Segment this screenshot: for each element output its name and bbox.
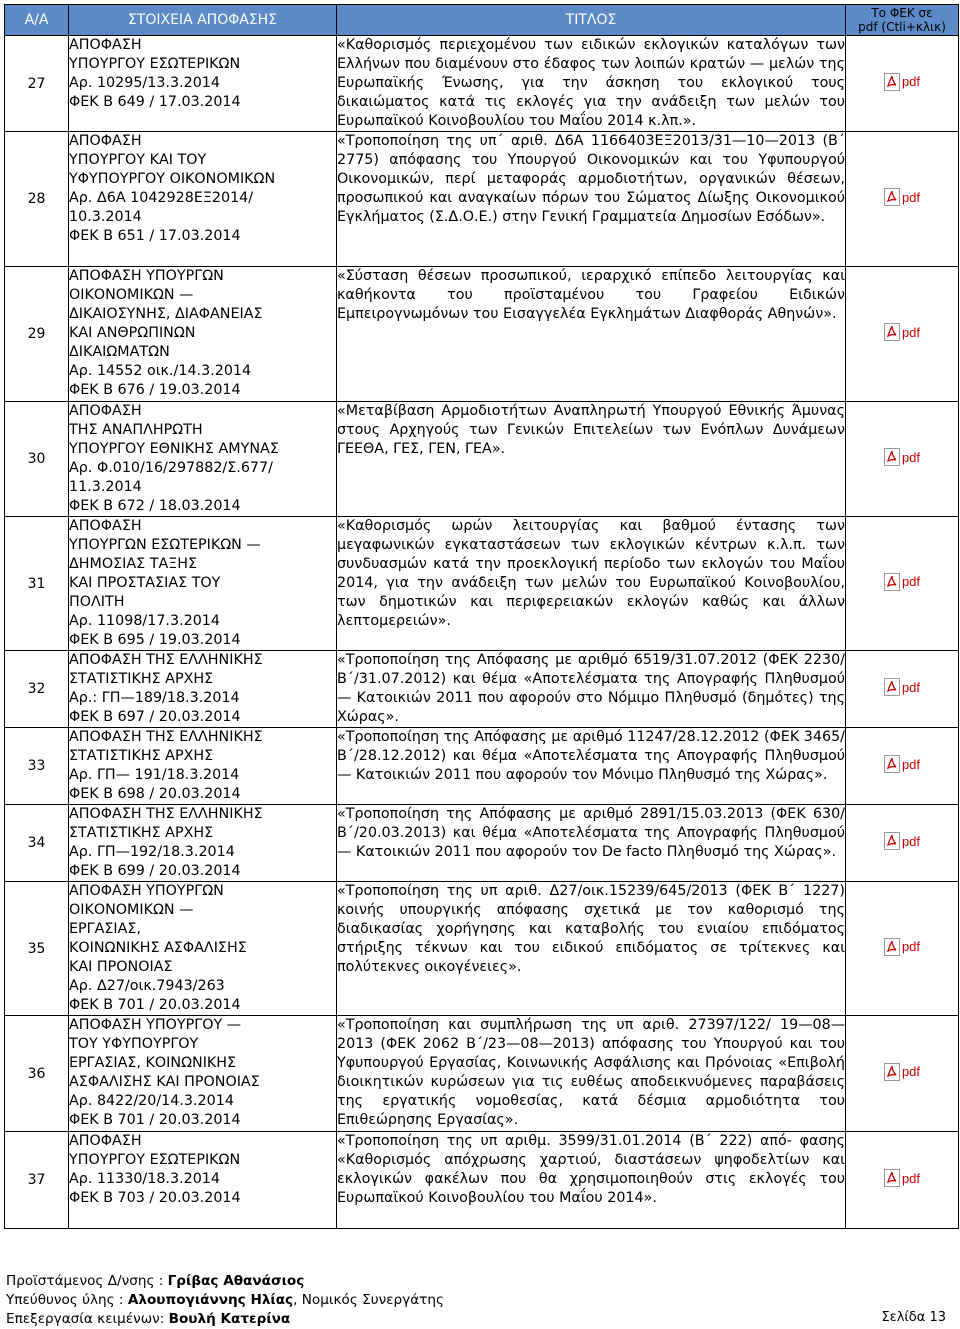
decision-line: ΣΤΑΤΙΣΤΙΚΗΣ ΑΡΧΗΣ <box>69 825 214 841</box>
pdf-icon <box>884 573 900 591</box>
decision-line: ΣΤΑΤΙΣΤΙΚΗΣ ΑΡΧΗΣ <box>69 748 214 764</box>
row-number: 27 <box>5 36 69 132</box>
pdf-label: pdf <box>901 189 921 205</box>
row-number: 29 <box>5 267 69 402</box>
decision-line: Αρ. 11098/17.3.2014 <box>69 613 221 629</box>
decision-line: ΑΠΟΦΑΣΗ <box>69 1133 142 1149</box>
decision-line: ΑΠΟΦΑΣΗ ΤΗΣ ΕΛΛΗΝΙΚΗΣ <box>69 729 263 745</box>
footer-director <box>6 1272 946 1291</box>
table-row <box>5 36 959 132</box>
pdf-label: pdf <box>901 449 921 465</box>
decision-line: ΚΑΙ ΠΡΟΝΟΙΑΣ <box>69 959 173 975</box>
footer <box>6 1272 946 1329</box>
decision-details <box>69 728 337 805</box>
decision-details <box>69 517 337 651</box>
decision-line: ΑΠΟΦΑΣΗ ΥΠΟΥΡΓΟΥ — <box>69 1017 242 1033</box>
decision-line: ΣΤΑΤΙΣΤΙΚΗΣ ΑΡΧΗΣ <box>69 671 214 687</box>
decision-details <box>69 1016 337 1132</box>
decision-line: ΦΕΚ Β 672 / 18.03.2014 <box>69 498 241 514</box>
pdf-cell <box>846 1132 959 1229</box>
decision-line: Αρ. Δ6Α 1042928ΕΞ2014/ <box>69 190 254 206</box>
decision-title: «Τροποποίηση της υπ αριθ. Δ27/οικ.15239/645/2013 (ΦΕΚ Β΄ 1227) κοινής υπουργικής απόφασης σχετικά με τον καθορισμό της διαδικασίας χορήγησης και καταβολής του ενιαίου επιδόματος στήριξης τέκνων και του ειδικού επιδόματος σε τρίτεκνες και πολύτεκνες οικογένειες». <box>337 882 846 1016</box>
decision-details <box>69 132 337 267</box>
decision-line: ΦΕΚ Β 701 / 20.03.2014 <box>69 1112 241 1128</box>
decisions-table <box>4 4 959 1229</box>
decision-line: ΑΠΟΦΑΣΗ ΤΗΣ ΕΛΛΗΝΙΚΗΣ <box>69 652 263 668</box>
pdf-label: pdf <box>901 1064 921 1079</box>
decision-line: ΥΠΟΥΡΓΟΥ ΚΑΙ ΤΟΥ <box>69 152 207 168</box>
decision-line: ΥΠΟΥΡΓΟΥ ΕΣΩΤΕΡΙΚΩΝ <box>69 1152 241 1168</box>
decision-line: ΤΟΥ ΥΦΥΠΟΥΡΓΟΥ <box>69 1036 199 1052</box>
row-number: 35 <box>5 882 69 1016</box>
decision-line: Αρ. 10295/13.3.2014 <box>69 75 221 91</box>
pdf-label: pdf <box>901 574 921 589</box>
pdf-link[interactable] <box>884 755 920 773</box>
row-number: 33 <box>5 728 69 805</box>
pdf-label: pdf <box>901 324 921 340</box>
table-row <box>5 728 959 805</box>
decision-line: ΦΕΚ Β 703 / 20.03.2014 <box>69 1190 241 1206</box>
table-row <box>5 1016 959 1132</box>
pdf-label: pdf <box>901 679 921 695</box>
table-header-row <box>5 5 959 36</box>
decision-line: ΑΠΟΦΑΣΗ <box>69 37 142 53</box>
pdf-cell <box>846 805 959 882</box>
decision-title: «Τροποποίηση της υπ αριθμ. 3599/31.01.2014 (Β΄ 222) από- φασης «Καθορισμός απόχρωσης χαρτιού, διαστάσεων ψηφοδελτίων και εκλογικών φακέλων που θα χρησιμοποιηθούν στις εκλογές του Ευρωπαϊκού Κοινοβουλίου του Μαΐου 2014». <box>337 1132 846 1229</box>
decision-line: ΔΗΜΟΣΙΑΣ ΤΑΞΗΣ <box>69 556 198 572</box>
decision-line: Αρ. 14552 οικ./14.3.2014 <box>69 363 252 379</box>
table-row <box>5 651 959 728</box>
decision-line: ΟΙΚΟΝΟΜΙΚΩΝ — <box>69 902 194 918</box>
pdf-icon <box>884 1169 900 1187</box>
pdf-label: pdf <box>901 756 921 772</box>
decision-line: ΕΡΓΑΣΙΑΣ, <box>69 921 142 937</box>
pdf-cell <box>846 651 959 728</box>
decision-details <box>69 1132 337 1229</box>
decision-line: ΚΑΙ ΑΝΘΡΩΠΙΝΩΝ <box>69 325 196 341</box>
header-aa: Α/Α <box>5 5 69 36</box>
pdf-icon <box>884 73 900 91</box>
decision-title: «Τροποποίηση της Απόφασης με αριθμό 6519/31.07.2012 (ΦΕΚ 2230/Β΄/31.07.2012) και θέμα «Αποτελέσματα της Απογραφής Πληθυσμού — Κατοικιών 2011 που αφορούν στο Νόμιμο Πληθυσμό (δημότες) της Χώρας». <box>337 651 846 728</box>
decision-line: ΑΣΦΑΛΙΣΗΣ ΚΑΙ ΠΡΟΝΟΙΑΣ <box>69 1074 260 1090</box>
table-row <box>5 805 959 882</box>
pdf-link[interactable] <box>884 323 920 341</box>
header-title: ΤΙΤΛΟΣ <box>337 5 846 36</box>
table-row <box>5 132 959 267</box>
pdf-icon <box>884 832 900 850</box>
row-number: 37 <box>5 1132 69 1229</box>
row-number: 32 <box>5 651 69 728</box>
decision-line: ΦΕΚ Β 697 / 20.03.2014 <box>69 709 241 725</box>
pdf-cell <box>846 402 959 517</box>
row-number: 30 <box>5 402 69 517</box>
decision-line: ΦΕΚ Β 699 / 20.03.2014 <box>69 863 241 879</box>
decision-title: «Σύσταση θέσεων προσωπικού, ιεραρχικό επίπεδο λειτουργίας και καθήκοντα του προϊσταμένου του Γραφείου Ειδικών Εμπειρογνωμόνων του Εισαγγελέα Εγκλημάτων Διαφθοράς Αθηνών». <box>337 267 846 402</box>
decision-title: «Καθορισμός περιεχομένου των ειδικών εκλογικών καταλόγων των Ελλήνων που διαμένουν στο έδαφος των λοιπών κρατών — μελών της Ευρωπαϊκής Ένωσης, για την άσκηση του εκλογικού τους δικαιώματος κατά τις εκλογές για την ανάδειξη των μελών του Ευρωπαϊκού Κοινοβουλίου του Μαΐου 2014 κ.λπ.». <box>337 36 846 132</box>
decision-details <box>69 267 337 402</box>
pdf-link[interactable] <box>884 73 920 91</box>
decision-line: Αρ. 11330/18.3.2014 <box>69 1171 221 1187</box>
footer-editor-label: Υπεύθυνος ύλης : <box>6 1292 128 1308</box>
footer-director-label: Προϊστάμενος Δ/νσης : <box>6 1273 168 1289</box>
decision-line: ΟΙΚΟΝΟΜΙΚΩΝ — <box>69 287 194 303</box>
pdf-icon <box>884 1063 900 1081</box>
pdf-cell <box>846 132 959 267</box>
pdf-label: pdf <box>901 939 921 954</box>
footer-director-name: Γρίβας Αθανάσιος <box>167 1273 305 1289</box>
decision-line: Αρ. 8422/20/14.3.2014 <box>69 1093 234 1109</box>
pdf-link[interactable] <box>884 832 920 850</box>
pdf-icon <box>884 755 900 773</box>
row-number: 28 <box>5 132 69 267</box>
pdf-icon <box>884 323 900 341</box>
header-pdf-line1: Το ΦΕΚ σε <box>871 6 933 20</box>
decision-line: ΑΠΟΦΑΣΗ <box>69 518 142 534</box>
row-number: 31 <box>5 517 69 651</box>
decision-line: 11.3.2014 <box>69 479 142 495</box>
decision-title: «Μεταβίβαση Αρμοδιοτήτων Αναπληρωτή Υπουργού Εθνικής Άμυνας στους Αρχηγούς των Γενικών Επιτελείων των Ενόπλων Δυνάμεων ΓΕΕΘΑ, ΓΕΣ, ΓΕΝ, ΓΕΑ». <box>337 402 846 517</box>
pdf-cell <box>846 882 959 1016</box>
decision-line: ΦΕΚ Β 701 / 20.03.2014 <box>69 997 241 1013</box>
decision-line: ΚΟΙΝΩΝΙΚΗΣ ΑΣΦΑΛΙΣΗΣ <box>69 940 247 956</box>
pdf-link[interactable] <box>884 678 920 696</box>
pdf-link[interactable] <box>884 1169 920 1187</box>
decision-line: ΑΠΟΦΑΣΗ <box>69 133 142 149</box>
row-number: 36 <box>5 1016 69 1132</box>
footer-editor-name: Αλουπογιάννης Ηλίας <box>127 1292 294 1308</box>
pdf-label: pdf <box>901 1170 921 1186</box>
pdf-cell <box>846 728 959 805</box>
footer-processing <box>6 1310 946 1329</box>
header-pdf-line2: pdf (Ctli+κλικ) <box>858 20 946 34</box>
decision-line: ΦΕΚ Β 695 / 19.03.2014 <box>69 632 241 648</box>
pdf-label: pdf <box>901 833 921 849</box>
decision-line: Αρ. ΓΠ— 191/18.3.2014 <box>69 767 240 783</box>
decision-line: 10.3.2014 <box>69 209 142 225</box>
decision-line: ΔΙΚΑΙΩΜΑΤΩΝ <box>69 344 170 360</box>
decision-title: «Τροποποίηση και συμπλήρωση της υπ αριθ. 27397/122/ 19—08—2013 (ΦΕΚ 2062 Β΄/23—08—2013) απόφασης του Υπουργού και του Υφυπουργού Εργασίας, Κοινωνικής Ασφάλισης και Πρόνοιας «Επιβολή διοικητικών κυρώσεων για τις ευθέως αποδεικνυόμενες παραβάσεις της εργατικής νομοθεσίας, κατά δέσμια αρμοδιότητα του Επιθεώρησης Εργασίας». <box>337 1016 846 1132</box>
decision-line: ΥΦΥΠΟΥΡΓΟΥ ΟΙΚΟΝΟΜΙΚΩΝ <box>69 171 276 187</box>
decision-line: Αρ. ΓΠ—192/18.3.2014 <box>69 844 235 860</box>
decision-title: «Τροποποίηση της Απόφασης με αριθμό 2891/15.03.2013 (ΦΕΚ 630/Β΄/20.03.2013) και θέμα «Αποτελέσματα της Απογραφής Πληθυσμού — Κατοικιών 2011 που αφορούν τον De facto Πληθυσμό της Χώρας». <box>337 805 846 882</box>
table-row <box>5 882 959 1016</box>
pdf-link[interactable] <box>884 938 920 956</box>
decision-details <box>69 651 337 728</box>
header-pdf <box>846 5 959 36</box>
decision-line: ΕΡΓΑΣΙΑΣ, ΚΟΙΝΩΝΙΚΗΣ <box>69 1055 237 1071</box>
footer-processing-label: Επεξεργασία κειμένων: <box>6 1311 169 1327</box>
decision-line: ΥΠΟΥΡΓΩΝ ΕΣΩΤΕΡΙΚΩΝ — <box>69 537 261 553</box>
footer-editor-role: , Νομικός Συνεργάτης <box>293 1292 444 1308</box>
decision-line: ΔΙΚΑΙΟΣΥΝΗΣ, ΔΙΑΦΑΝΕΙΑΣ <box>69 306 263 322</box>
decision-line: ΦΕΚ Β 649 / 17.03.2014 <box>69 94 241 110</box>
footer-editor <box>6 1291 946 1310</box>
decision-line: Αρ. Φ.010/16/297882/Σ.677/ <box>69 460 273 476</box>
decision-line: ΑΠΟΦΑΣΗ ΤΗΣ ΕΛΛΗΝΙΚΗΣ <box>69 806 263 822</box>
decision-line: ΦΕΚ Β 676 / 19.03.2014 <box>69 382 241 398</box>
decision-line: ΠΟΛΙΤΗ <box>69 594 125 610</box>
pdf-cell <box>846 36 959 132</box>
decision-line: ΤΗΣ ΑΝΑΠΛΗΡΩΤΗ <box>69 422 203 438</box>
row-number: 34 <box>5 805 69 882</box>
pdf-cell <box>846 267 959 402</box>
decision-line: Αρ.: ΓΠ—189/18.3.2014 <box>69 690 240 706</box>
decision-line: ΦΕΚ Β 698 / 20.03.2014 <box>69 786 241 802</box>
decision-line: ΥΠΟΥΡΓΟΥ ΕΘΝΙΚΗΣ ΑΜΥΝΑΣ <box>69 441 279 457</box>
decision-line: ΑΠΟΦΑΣΗ <box>69 403 142 419</box>
pdf-link[interactable] <box>884 573 920 591</box>
decision-line: Αρ. Δ27/οικ.7943/263 <box>69 978 225 994</box>
decision-line: ΑΠΟΦΑΣΗ ΥΠΟΥΡΓΩΝ <box>69 268 224 284</box>
table-row <box>5 1132 959 1229</box>
pdf-link[interactable] <box>884 448 920 466</box>
pdf-cell <box>846 517 959 651</box>
decision-title: «Τροποποίηση της υπ΄ αριθ. Δ6Α 1166403ΕΞ2013/31—10—2013 (Β΄ 2775) απόφασης του Υπουργού Οικονομικών και του Υφυπουργού Οικονομικών, περί μεταφοράς αρμοδιοτήτων, οργανικών θέσεων, προσωπικού και αναγκαίων πόρων του Σώματος Δίωξης Οικονομικού Εγκλήματος (Σ.Δ.Ο.Ε.) στην Γενική Γραμματεία Δημοσίων Εσόδων». <box>337 132 846 267</box>
table-row <box>5 517 959 651</box>
pdf-cell <box>846 1016 959 1132</box>
pdf-icon <box>884 678 900 696</box>
pdf-icon <box>884 448 900 466</box>
decision-details <box>69 805 337 882</box>
decision-details <box>69 402 337 517</box>
decision-line: ΦΕΚ Β 651 / 17.03.2014 <box>69 228 241 244</box>
decision-title: «Καθορισμός ωρών λειτουργίας και βαθμού έντασης των μεγαφωνικών εγκαταστάσεων των εκλογικών κέντρων κ.λ.π. των συνδυασμών κατά την προεκλογική περίοδο των εκλογών του Μαΐου 2014, για την ανάδειξη των μελών του Ευρωπαϊκού Κοινοβουλίου, των δημοτικών και περιφερειακών εκλογών καθώς και άλλων λεπτομερειών». <box>337 517 846 651</box>
footer-processing-name: Βουλή Κατερίνα <box>168 1311 291 1327</box>
table-row <box>5 402 959 517</box>
decision-line: ΚΑΙ ΠΡΟΣΤΑΣΙΑΣ ΤΟΥ <box>69 575 221 591</box>
decision-details <box>69 882 337 1016</box>
pdf-link[interactable] <box>884 188 920 206</box>
decision-details <box>69 36 337 132</box>
page-number: Σελίδα 13 <box>881 1310 946 1325</box>
pdf-label: pdf <box>901 74 921 89</box>
pdf-icon <box>884 188 900 206</box>
decision-line: ΑΠΟΦΑΣΗ ΥΠΟΥΡΓΩΝ <box>69 883 224 899</box>
table-row <box>5 267 959 402</box>
decision-line: ΥΠΟΥΡΓΟΥ ΕΣΩΤΕΡΙΚΩΝ <box>69 56 241 72</box>
pdf-icon <box>884 938 900 956</box>
decision-title: «Τροποποίηση της Απόφασης με αριθμό 11247/28.12.2012 (ΦΕΚ 3465/Β΄/28.12.2012) και θέμα «Αποτελέσματα της Απογραφής Πληθυσμού — Κατοικιών 2011 που αφορούν τον Μόνιμο Πληθυσμό της Χώρας». <box>337 728 846 805</box>
header-decision: ΣΤΟΙΧΕΙΑ ΑΠΟΦΑΣΗΣ <box>69 5 337 36</box>
pdf-link[interactable] <box>884 1063 920 1081</box>
